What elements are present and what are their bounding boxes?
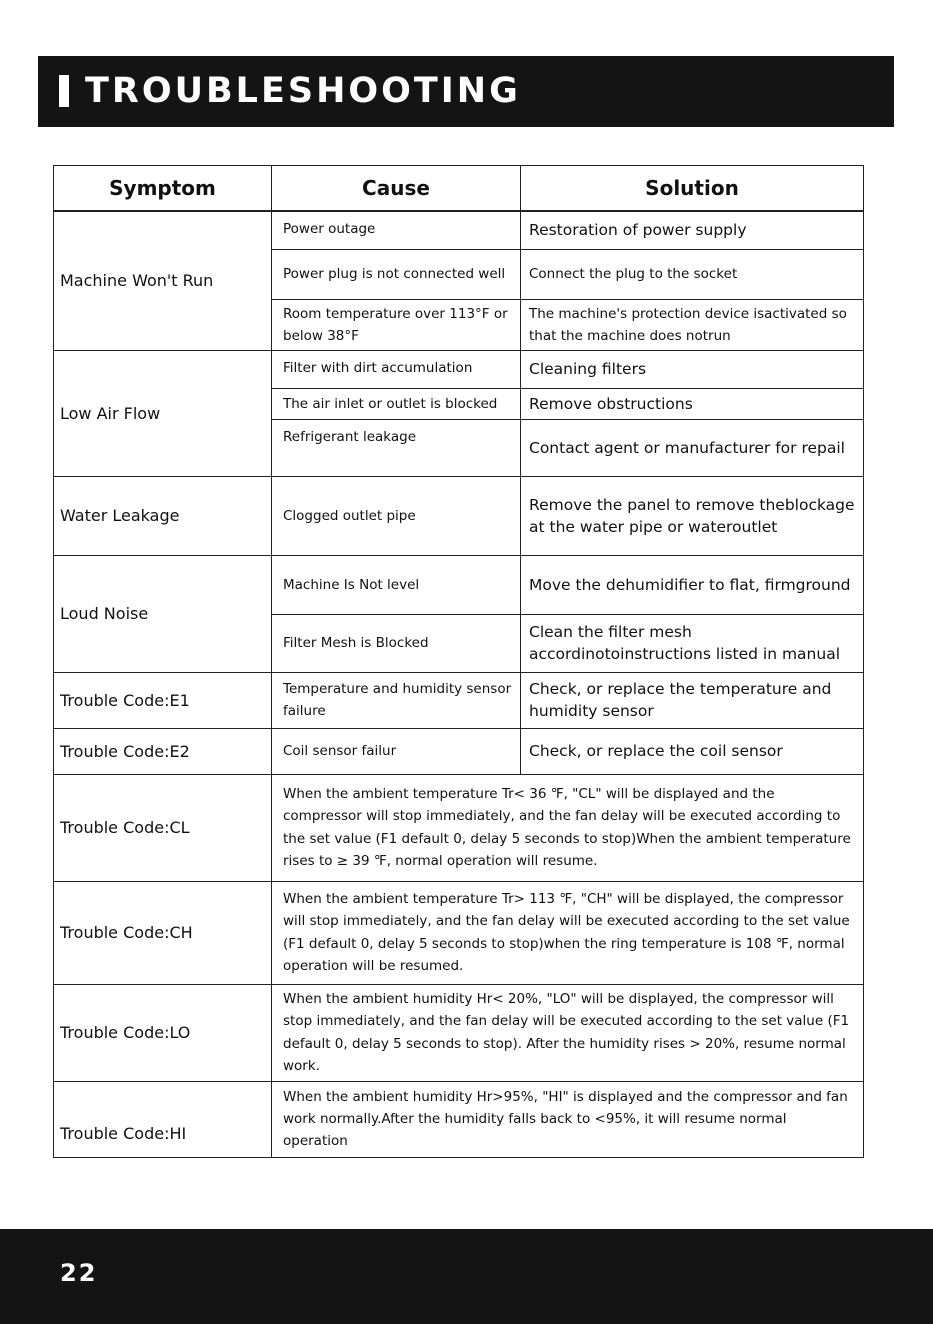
solution-cell: Move the dehumidifier to flat, firmground [521,555,864,614]
cause-cell: Power outage [272,211,521,249]
solution-cell: Cleaning filters [521,350,864,388]
header-solution: Solution [521,166,864,212]
solution-cell: Check, or replace the temperature and humidity sensor [521,672,864,728]
solution-cell: The machine's protection device isactivated so that the machine does notrun [521,299,864,350]
page-title: TROUBLESHOOTING [85,71,521,111]
solution-cell: Remove obstructions [521,388,864,419]
symptom-cell: Machine Won't Run [54,211,272,350]
solution-cell: Check, or replace the coil sensor [521,728,864,774]
description-cell: When the ambient humidity Hr< 20%, "LO" will be displayed, the compressor will stop immediately, and the fan delay will be executed according to the set value (F1 default 0, delay 5 seconds to stop). After the humidity rises > 20%, resume normal work. [272,984,864,1081]
solution-cell: Restoration of power supply [521,211,864,249]
header-symptom: Symptom [54,166,272,212]
symptom-cell: Water Leakage [54,476,272,555]
symptom-cell: Trouble Code:CL [54,774,272,881]
table-row [54,728,864,774]
table-row [54,774,864,881]
symptom-cell: Trouble Code:HI [54,1081,272,1157]
solution-cell: Contact agent or manufacturer for repail [521,419,864,476]
solution-cell: Connect the plug to the socket [521,249,864,299]
description-cell: When the ambient temperature Tr> 113 ℉, "CH" will be displayed, the compressor will stop immediately, and the fan delay will be executed according to the set value (F1 default 0, delay 5 seconds to stop)when the ring temperature is 108 ℉, normal operation will be resumed. [272,881,864,984]
symptom-cell: Trouble Code:E1 [54,672,272,728]
page-number: 22 [60,1259,98,1287]
cause-cell: Temperature and humidity sensor failure [272,672,521,728]
table-row [54,476,864,555]
cause-cell: Filter Mesh is Blocked [272,614,521,672]
section-header [38,56,894,127]
troubleshooting-table [53,165,864,1158]
description-cell: When the ambient humidity Hr>95%, "HI" is displayed and the compressor and fan work normally.After the humidity falls back to <95%, it will resume normal operation [272,1081,864,1157]
symptom-cell: Low Air Flow [54,350,272,476]
page-footer [0,1229,933,1324]
cause-cell: Refrigerant leakage [272,419,521,476]
table-row [54,555,864,614]
table-row [54,672,864,728]
cause-cell: Coil sensor failur [272,728,521,774]
table-row [54,211,864,249]
solution-cell: Clean the filter mesh accordinotoinstructions listed in manual [521,614,864,672]
cause-cell: Power plug is not connected well [272,249,521,299]
symptom-cell: Trouble Code:CH [54,881,272,984]
table-row [54,350,864,388]
symptom-cell: Loud Noise [54,555,272,672]
symptom-cell: Trouble Code:E2 [54,728,272,774]
table-row [54,881,864,984]
header-cause: Cause [272,166,521,212]
cause-cell: Clogged outlet pipe [272,476,521,555]
table-row [54,984,864,1081]
header-bar-mark [59,75,69,107]
solution-cell: Remove the panel to remove theblockage at the water pipe or wateroutlet [521,476,864,555]
table-header-row [54,166,864,212]
cause-cell: Filter with dirt accumulation [272,350,521,388]
table-row [54,1081,864,1157]
symptom-cell: Trouble Code:LO [54,984,272,1081]
cause-cell: Machine Is Not level [272,555,521,614]
cause-cell: The air inlet or outlet is blocked [272,388,521,419]
description-cell: When the ambient temperature Tr< 36 ℉, "CL" will be displayed and the compressor will stop immediately, and the fan delay will be executed according to the set value (F1 default 0, delay 5 seconds to stop)When the ambient temperature rises to ≥ 39 ℉, normal operation will resume. [272,774,864,881]
cause-cell: Room temperature over 113°F or below 38°F [272,299,521,350]
